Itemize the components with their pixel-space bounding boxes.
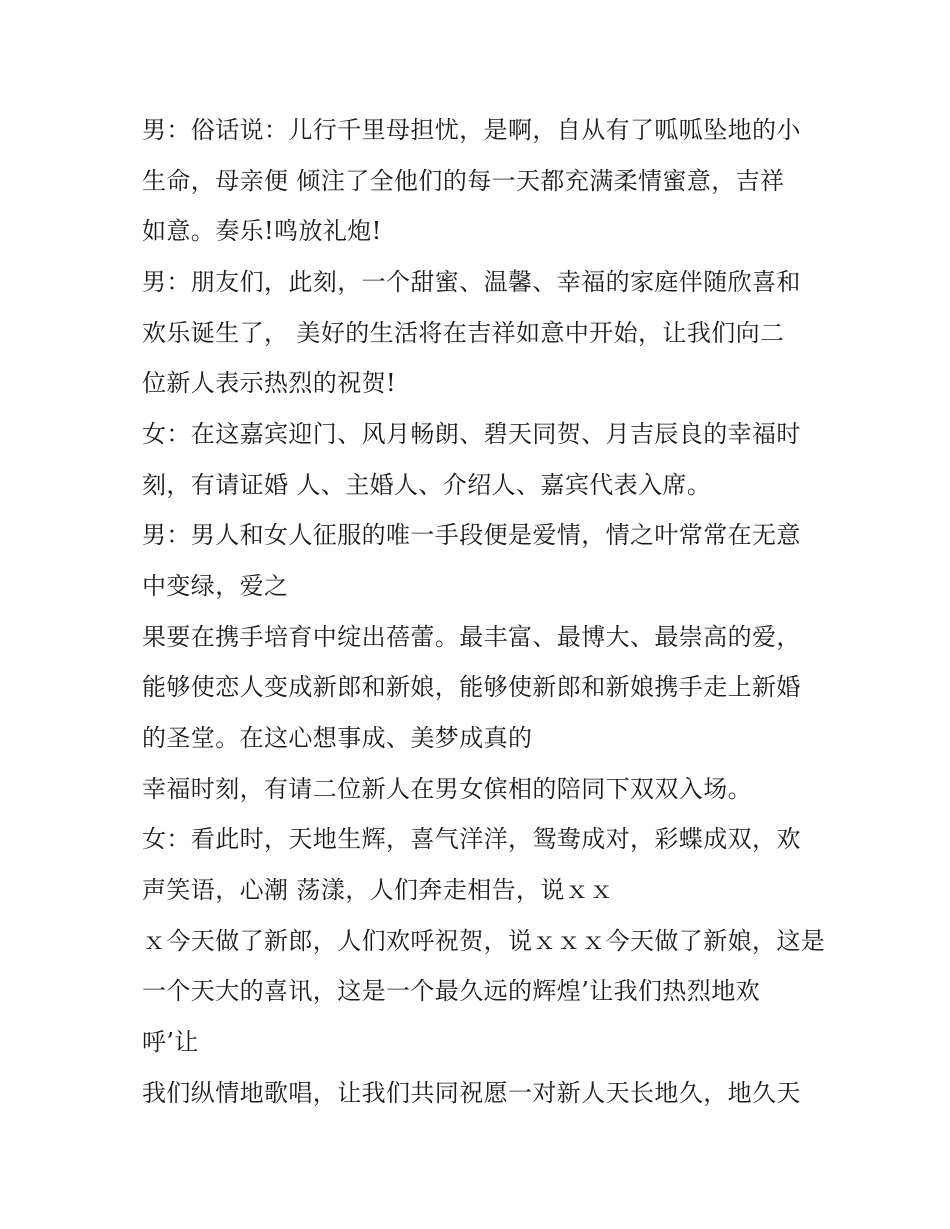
text-line: 生命，母亲便 倾注了全他们的每一天都充满柔情蜜意，吉祥 [142,167,785,195]
text-line: 一个天大的喜讯，这是一个最久远的辉煌’让我们热烈地欢 [142,977,761,1005]
text-line: 呼’让 [142,1028,199,1056]
text-line: 幸福时刻，有请二位新人在男女傧相的陪同下双双入场。 [142,775,752,803]
text-line: 男：男人和女人征服的唯一手段便是爱情，情之叶常常在无意 [142,521,801,549]
text-line: 欢乐诞生了， 美好的生活将在吉祥如意中开始，让我们向二 [142,319,785,347]
text-line: 男：俗话说：儿行千里母担忧，是啊，自从有了呱呱坠地的小 [142,116,801,144]
text-line: 如意。奏乐!鸣放礼炮! [142,217,382,245]
text-line: 刻，有请证婚 人、主婚人、介绍人、嘉宾代表入席。 [142,471,712,499]
text-line: ｘ今天做了新郎，人们欢呼祝贺，说ｘｘｘ今天做了新娘，这是 [142,927,826,955]
text-line: 位新人表示热烈的祝贺! [142,369,397,397]
text-line: 中变绿，爱之 [142,572,289,600]
text-line: 的圣堂。在这心想事成、美梦成真的 [142,724,533,752]
text-line: 男：朋友们，此刻，一个甜蜜、温馨、幸福的家庭伴随欣喜和 [142,268,801,296]
text-line: 能够使恋人变成新郎和新娘，能够使新郎和新娘携手走上新婚 [142,673,801,701]
text-line: 果要在携手培育中绽出蓓蕾。最丰富、最博大、最崇高的爱， [142,623,801,651]
text-line: 女：在这嘉宾迎门、风月畅朗、碧天同贺、月吉辰良的幸福时 [142,420,801,448]
text-line: 声笑语，心潮 荡漾，人们奔走相告，说ｘｘ [142,876,614,904]
text-line: 女：看此时，天地生辉，喜气洋洋，鸳鸯成对，彩蝶成双，欢 [142,825,801,853]
text-line: 我们纵情地歌唱，让我们共同祝愿一对新人天长地久，地久天 [142,1079,801,1107]
